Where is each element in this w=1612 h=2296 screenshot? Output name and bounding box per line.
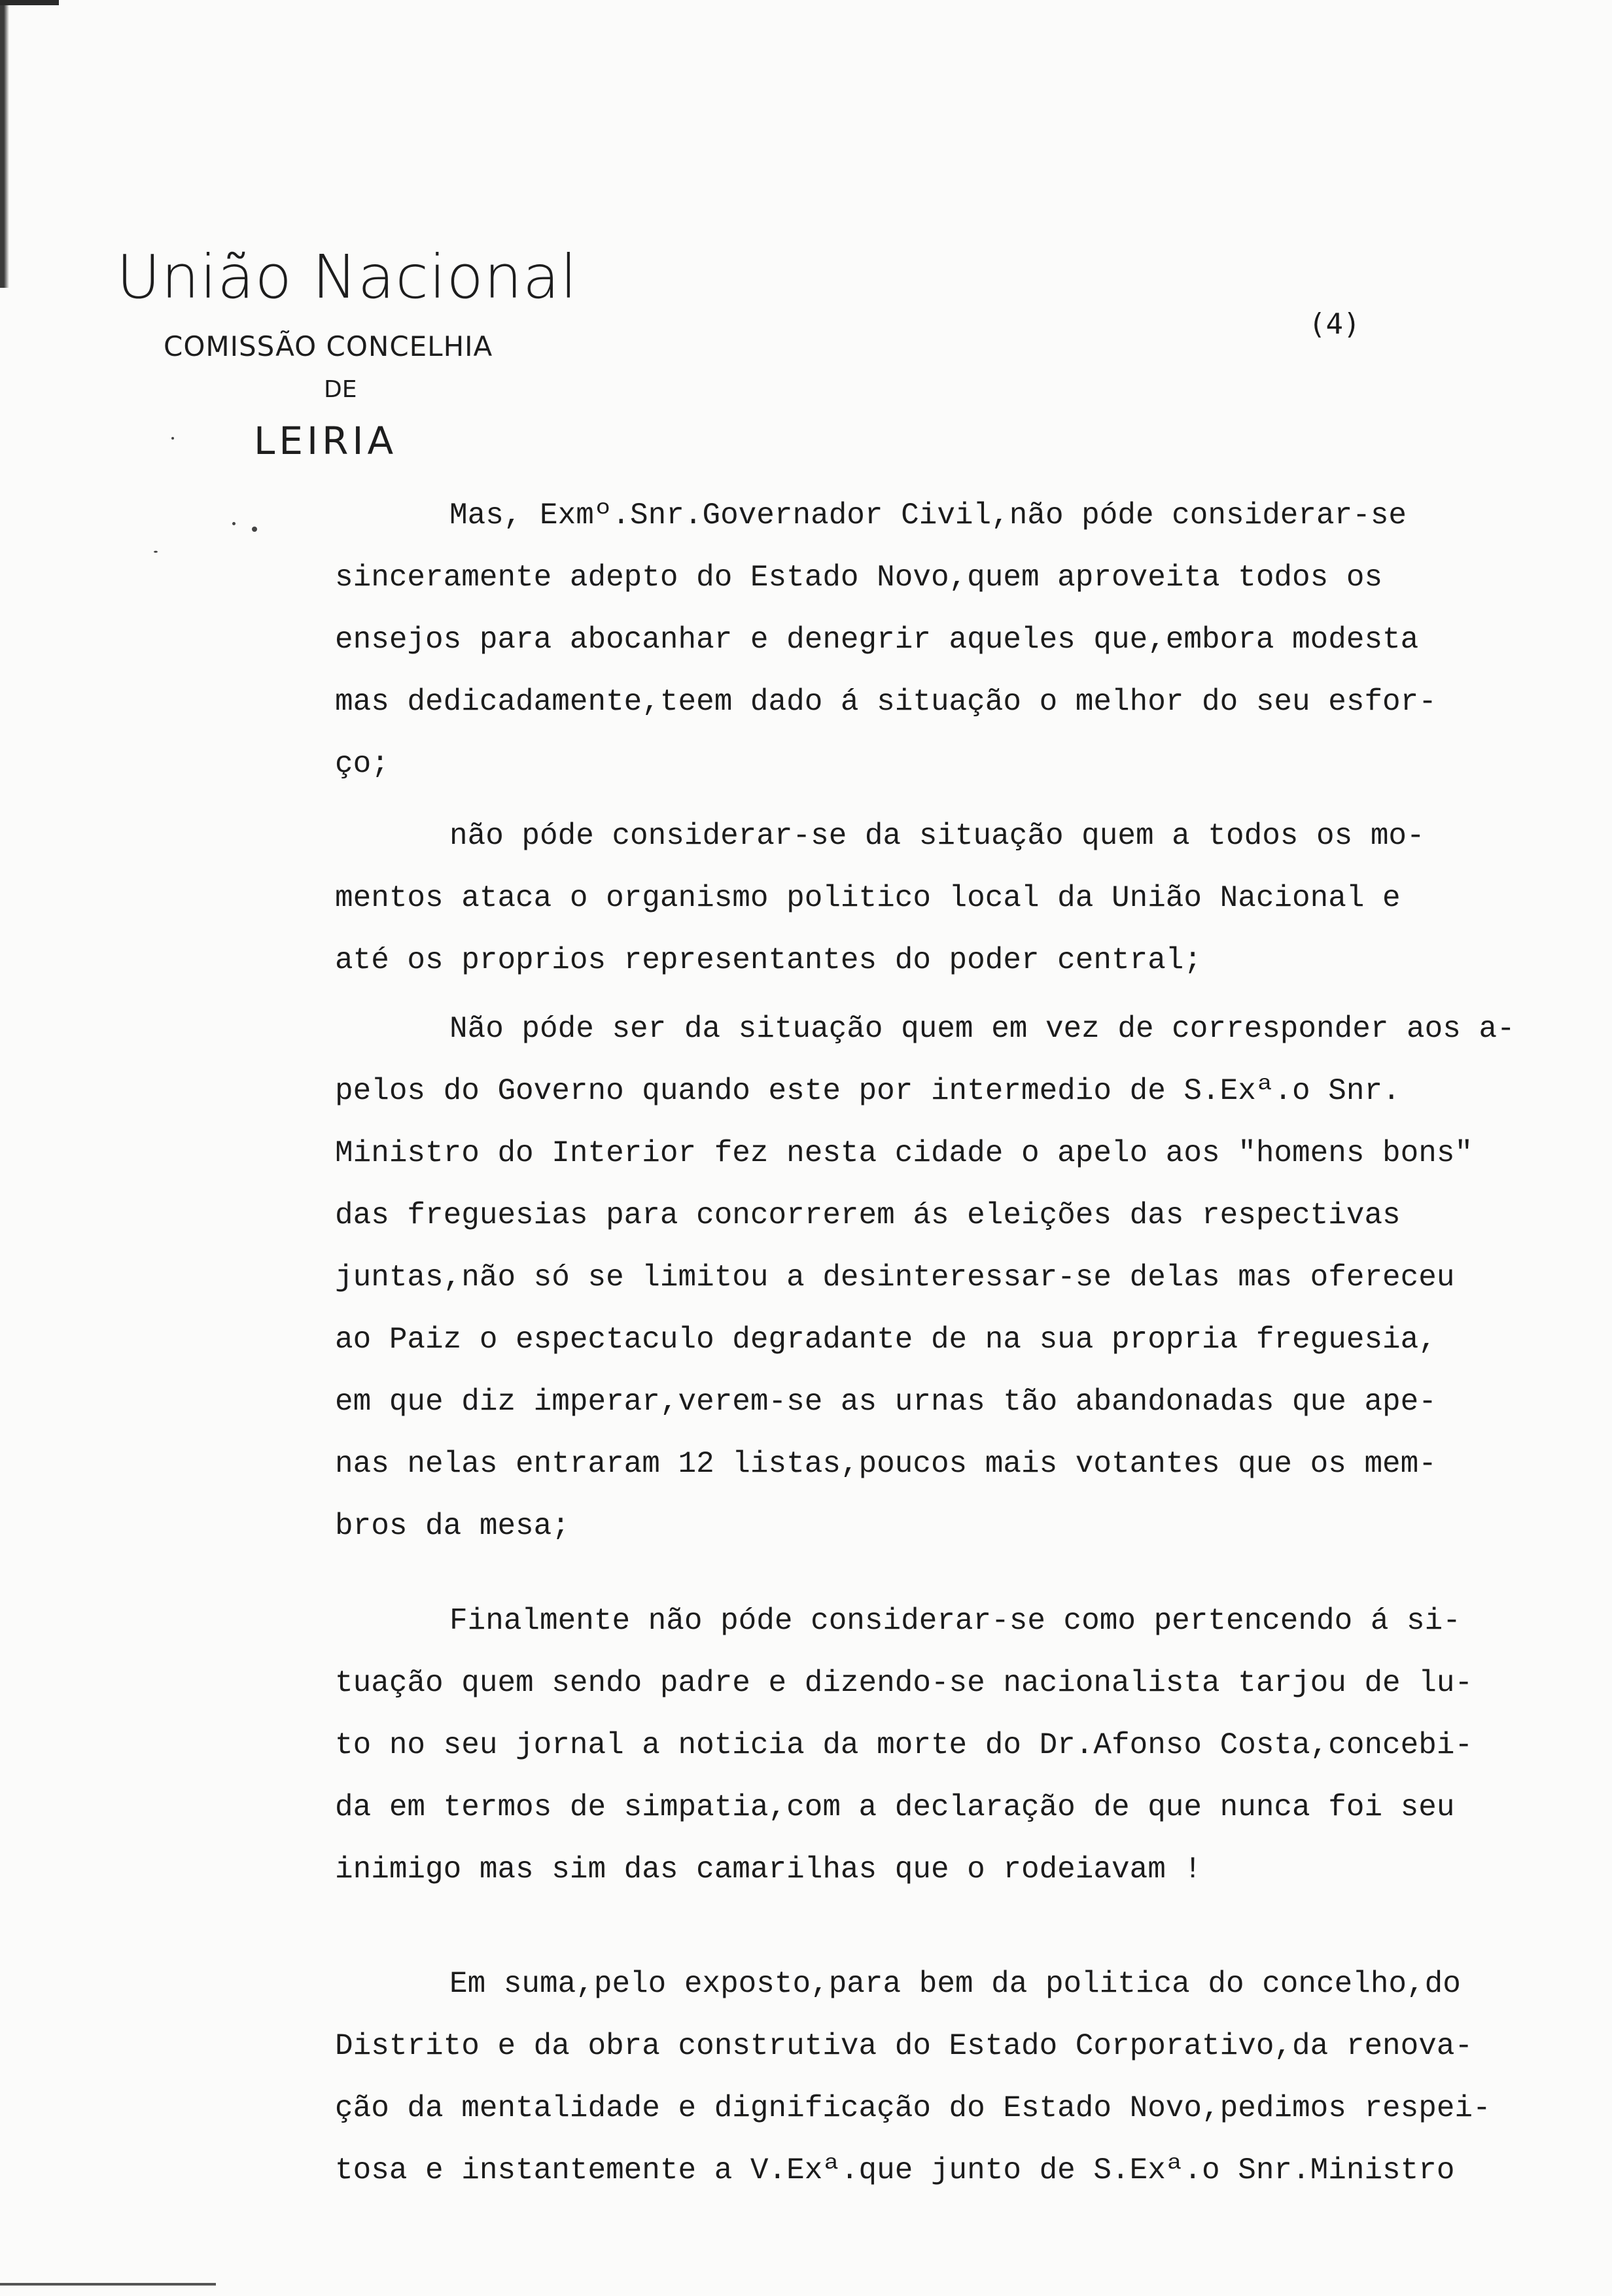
scan-speck bbox=[232, 522, 236, 525]
letterhead-preposition: DE bbox=[324, 376, 357, 403]
text-line: inimigo mas sim das camarilhas que o rodeiavam ! bbox=[335, 1852, 1202, 1887]
text-line: Finalmente não póde considerar-se como pertencendo á si- bbox=[449, 1604, 1461, 1638]
text-line: ção da mentalidade e dignificação do Estado Novo,pedimos respei- bbox=[335, 2091, 1491, 2125]
letterhead-organization: União Nacional bbox=[116, 242, 578, 312]
text-line: juntas,não só se limitou a desinteressar-se delas mas ofereceu bbox=[335, 1261, 1455, 1295]
text-line: tosa e instantemente a V.Exª.que junto de S.Exª.o Snr.Ministro bbox=[335, 2153, 1455, 2187]
text-line: Ministro do Interior fez nesta cidade o apelo aos "homens bons" bbox=[335, 1136, 1473, 1170]
text-line: em que diz imperar,verem-se as urnas tão abandonadas que ape- bbox=[335, 1385, 1437, 1419]
text-line: não póde considerar-se da situação quem a todos os mo- bbox=[449, 819, 1425, 853]
text-line: nas nelas entraram 12 listas,poucos mais votantes que os mem- bbox=[335, 1447, 1437, 1481]
text-line: tuação quem sendo padre e dizendo-se nacionalista tarjou de lu- bbox=[335, 1666, 1473, 1700]
text-line: mas dedicadamente,teem dado á situação o melhor do seu esfor- bbox=[335, 685, 1437, 719]
text-line: ço; bbox=[335, 747, 389, 781]
text-line: ao Paiz o espectaculo degradante de na sua propria freguesia, bbox=[335, 1323, 1437, 1357]
text-line: até os proprios representantes do poder central; bbox=[335, 943, 1202, 977]
text-line: Em suma,pelo exposto,para bem da politica do concelho,do bbox=[449, 1967, 1461, 2001]
page-number: (4) bbox=[1308, 307, 1361, 341]
text-line: pelos do Governo quando este por intermedio de S.Exª.o Snr. bbox=[335, 1074, 1401, 1108]
text-line: bros da mesa; bbox=[335, 1509, 570, 1543]
text-line: da em termos de simpatia,com a declaração de que nunca foi seu bbox=[335, 1790, 1455, 1824]
letterhead-city: LEIRIA bbox=[254, 419, 398, 463]
text-line: sinceramente adepto do Estado Novo,quem aproveita todos os bbox=[335, 561, 1383, 595]
text-line: das freguesias para concorrerem ás eleições das respectivas bbox=[335, 1198, 1401, 1232]
text-line: Distrito e da obra construtiva do Estado Corporativo,da renova- bbox=[335, 2029, 1473, 2063]
scan-speck bbox=[154, 551, 158, 553]
text-line: ensejos para abocanhar e denegrir aqueles que,embora modesta bbox=[335, 623, 1419, 657]
text-line: to no seu jornal a noticia da morte do Dr.Afonso Costa,concebi- bbox=[335, 1728, 1473, 1762]
scan-edge-bottom bbox=[0, 2283, 216, 2286]
scan-speck bbox=[171, 437, 174, 440]
letterhead-commission: COMISSÃO CONCELHIA bbox=[164, 330, 493, 362]
scan-speck bbox=[252, 527, 257, 532]
text-line: mentos ataca o organismo politico local da União Nacional e bbox=[335, 881, 1401, 915]
text-line: Não póde ser da situação quem em vez de corresponder aos a- bbox=[449, 1012, 1515, 1046]
scan-edge-left bbox=[0, 0, 9, 288]
scan-edge-top bbox=[0, 0, 59, 5]
text-line: Mas, Exmº.Snr.Governador Civil,não póde considerar-se bbox=[449, 498, 1407, 532]
